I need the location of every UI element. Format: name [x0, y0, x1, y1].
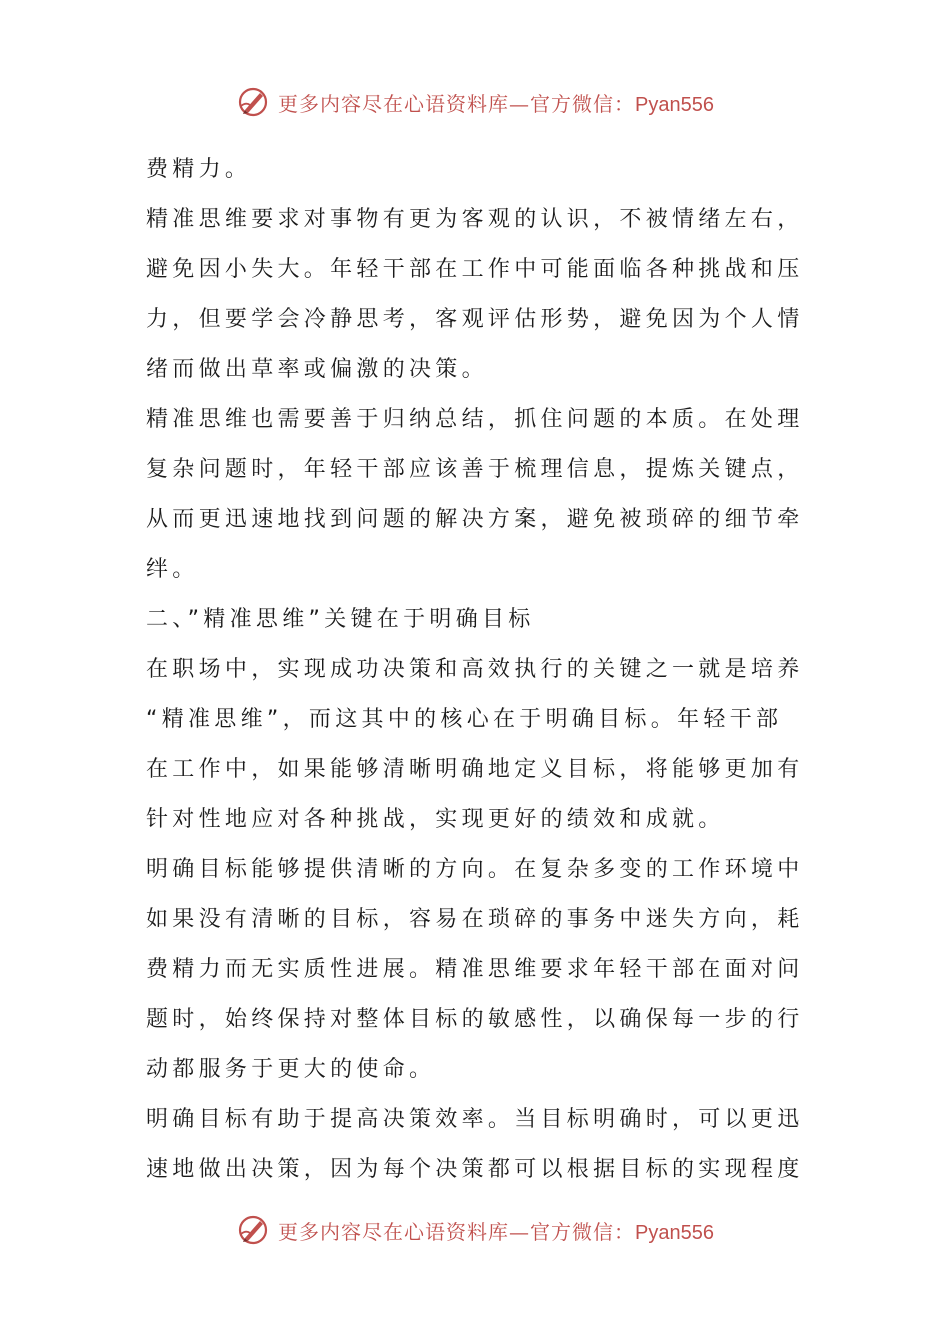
header-wechat-id: Pyan556 [635, 93, 714, 116]
text-line: 如果没有清晰的目标，容易在琐碎的事务中迷失方向，耗 [146, 907, 804, 932]
pen-circle-icon [236, 1213, 270, 1247]
text-line: 绊。 [146, 557, 199, 582]
text-line: 动都服务于更大的使命。 [146, 1057, 436, 1082]
text-line: 从而更迅速地找到问题的解决方案，避免被琐碎的细节牵 [146, 507, 804, 532]
text-line: 在职场中，实现成功决策和高效执行的关键之一就是培养 [146, 657, 804, 682]
text-line: 精准思维要求对事物有更为客观的认识，不被情绪左右， [146, 207, 804, 232]
footer-banner-text: 更多内容尽在心语资料库—官方微信：Pyan556 [278, 1219, 714, 1244]
text-line: 绪而做出草率或偏激的决策。 [146, 357, 488, 382]
text-line: “精准思维”，而这其中的核心在于明确目标。年轻干部 [146, 707, 783, 732]
text-line: 力，但要学会冷静思考，客观评估形势，避免因为个人情 [146, 307, 804, 332]
text-line: 复杂问题时，年轻干部应该善于梳理信息，提炼关键点， [146, 457, 804, 482]
text-line: 精准思维也需要善于归纳总结，抓住问题的本质。在处理 [146, 407, 804, 432]
document-body [146, 145, 806, 1195]
text-line: 明确目标能够提供清晰的方向。在复杂多变的工作环境中 [146, 857, 804, 882]
pen-circle-icon [236, 85, 270, 119]
header-banner-text: 更多内容尽在心语资料库—官方微信：Pyan556 [278, 91, 714, 116]
header-banner [0, 82, 950, 122]
text-line: 题时，始终保持对整体目标的敏感性，以确保每一步的行 [146, 1007, 804, 1032]
section-heading: 二、”精准思维”关键在于明确目标 [146, 607, 535, 632]
text-line: 明确目标有助于提高决策效率。当目标明确时，可以更迅 [146, 1107, 804, 1132]
text-line: 速地做出决策，因为每个决策都可以根据目标的实现程度 [146, 1157, 804, 1182]
text-line: 针对性地应对各种挑战，实现更好的绩效和成就。 [146, 807, 725, 832]
text-line: 费精力而无实质性进展。精准思维要求年轻干部在面对问 [146, 957, 804, 982]
footer-wechat-id: Pyan556 [635, 1221, 714, 1244]
footer-banner [0, 1210, 950, 1250]
text-line: 在工作中，如果能够清晰明确地定义目标，将能够更加有 [146, 757, 804, 782]
text-line: 避免因小失大。年轻干部在工作中可能面临各种挑战和压 [146, 257, 804, 282]
text-line: 费精力。 [146, 157, 252, 182]
